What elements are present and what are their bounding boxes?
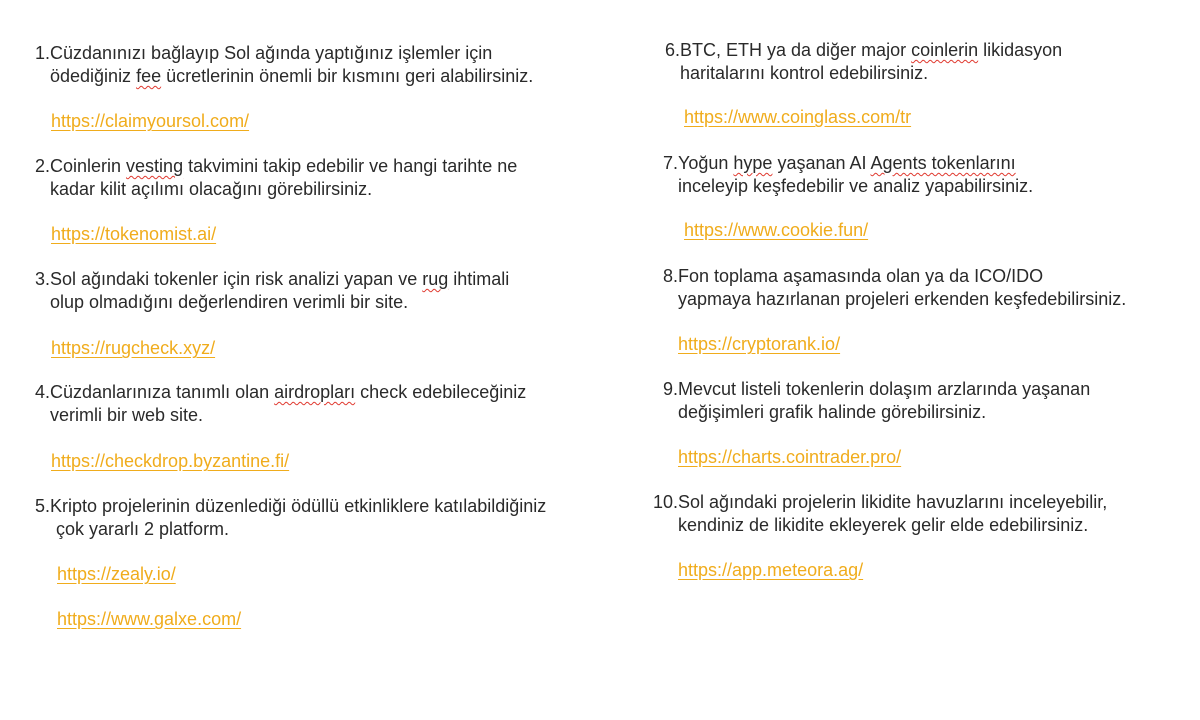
link-claimyoursol[interactable]: https://claimyoursol.com/	[51, 111, 250, 131]
link-coinglass[interactable]: https://www.coinglass.com/tr	[684, 107, 912, 127]
item-number: 3.	[34, 269, 50, 289]
spellcheck-word: rug	[422, 269, 449, 289]
item-line-2: olup olmadığını değerlendiren verimli bir site.	[50, 292, 409, 312]
spellcheck-word: Agents tokenlarını	[870, 153, 1016, 173]
item-line-2: kendiniz de likidite ekleyerek gelir elde edebilirsiniz.	[678, 515, 1089, 535]
item-line-1: Mevcut listeli tokenlerin dolaşım arzlarında yaşanan	[678, 379, 1091, 399]
item-line-1: Fon toplama aşamasında olan ya da ICO/IDO	[678, 266, 1044, 286]
spellcheck-word: hype	[733, 153, 773, 173]
item-number: 1.	[34, 43, 50, 63]
item-line-2: çok yararlı 2 platform.	[56, 519, 230, 539]
item-description	[50, 381, 526, 427]
item-number: 10.	[652, 492, 678, 512]
spellcheck-word: vesting	[126, 156, 184, 176]
spellcheck-word: coinlerin	[911, 40, 979, 60]
item-description	[680, 39, 1062, 85]
item-line-2: değişimleri grafik halinde görebilirsiniz.	[678, 402, 987, 422]
spellcheck-word: airdropları	[274, 382, 356, 402]
item-number: 7.	[662, 153, 678, 173]
item-line-2: inceleyip keşfedebilir ve analiz yapabilirsiniz.	[678, 176, 1034, 196]
item-line-1: Coinlerin vesting takvimini takip edebilir ve hangi tarihte ne	[50, 156, 518, 176]
item-line-2: kadar kilit açılımı olacağını görebilirsiniz.	[50, 179, 373, 199]
item-number: 2.	[34, 156, 50, 176]
link-meteora[interactable]: https://app.meteora.ag/	[678, 560, 864, 580]
item-line-1: Sol ağındaki tokenler için risk analizi yapan ve rug ihtimali	[50, 269, 510, 289]
item-line-1: Yoğun hype yaşanan AI Agents tokenlarını	[678, 153, 1016, 173]
item-line-2: ödediğiniz fee ücretlerinin önemli bir kısmını geri alabilirsiniz.	[50, 66, 534, 86]
item-line-1: Cüzdanınızı bağlayıp Sol ağında yaptığınız işlemler için	[50, 43, 493, 63]
item-description	[50, 42, 533, 88]
link-zealy[interactable]: https://zealy.io/	[57, 564, 176, 584]
item-line-2: yapmaya hazırlanan projeleri erkenden keşfedebilirsiniz.	[678, 289, 1127, 309]
link-cookie[interactable]: https://www.cookie.fun/	[684, 220, 869, 240]
item-description	[678, 491, 1107, 537]
item-description	[50, 155, 517, 201]
link-tokenomist[interactable]: https://tokenomist.ai/	[51, 224, 217, 244]
item-line-1: Sol ağındaki projelerin likidite havuzlarını inceleyebilir,	[678, 492, 1108, 512]
item-line-2: verimli bir web site.	[50, 405, 204, 425]
item-line-2: haritalarını kontrol edebilirsiniz.	[680, 63, 929, 83]
item-description	[678, 152, 1033, 198]
item-number: 6.	[664, 40, 680, 60]
link-checkdrop[interactable]: https://checkdrop.byzantine.fi/	[51, 451, 290, 471]
item-line-1: Kripto projelerinin düzenlediği ödüllü etkinliklere katılabildiğiniz	[50, 496, 547, 516]
item-number: 8.	[662, 266, 678, 286]
link-rugcheck[interactable]: https://rugcheck.xyz/	[51, 338, 216, 358]
item-description	[50, 268, 509, 314]
item-number: 9.	[662, 379, 678, 399]
link-cointrader[interactable]: https://charts.cointrader.pro/	[678, 447, 902, 467]
item-description	[678, 378, 1090, 424]
item-line-1: BTC, ETH ya da diğer major coinlerin likidasyon	[680, 40, 1063, 60]
item-number: 4.	[34, 382, 50, 402]
item-line-1: Cüzdanlarınıza tanımlı olan airdropları check edebileceğiniz	[50, 382, 527, 402]
link-cryptorank[interactable]: https://cryptorank.io/	[678, 334, 841, 354]
spellcheck-word: fee	[136, 66, 162, 86]
item-description	[50, 495, 546, 541]
item-description	[678, 265, 1126, 311]
item-number: 5.	[34, 496, 50, 516]
link-galxe[interactable]: https://www.galxe.com/	[57, 609, 242, 629]
